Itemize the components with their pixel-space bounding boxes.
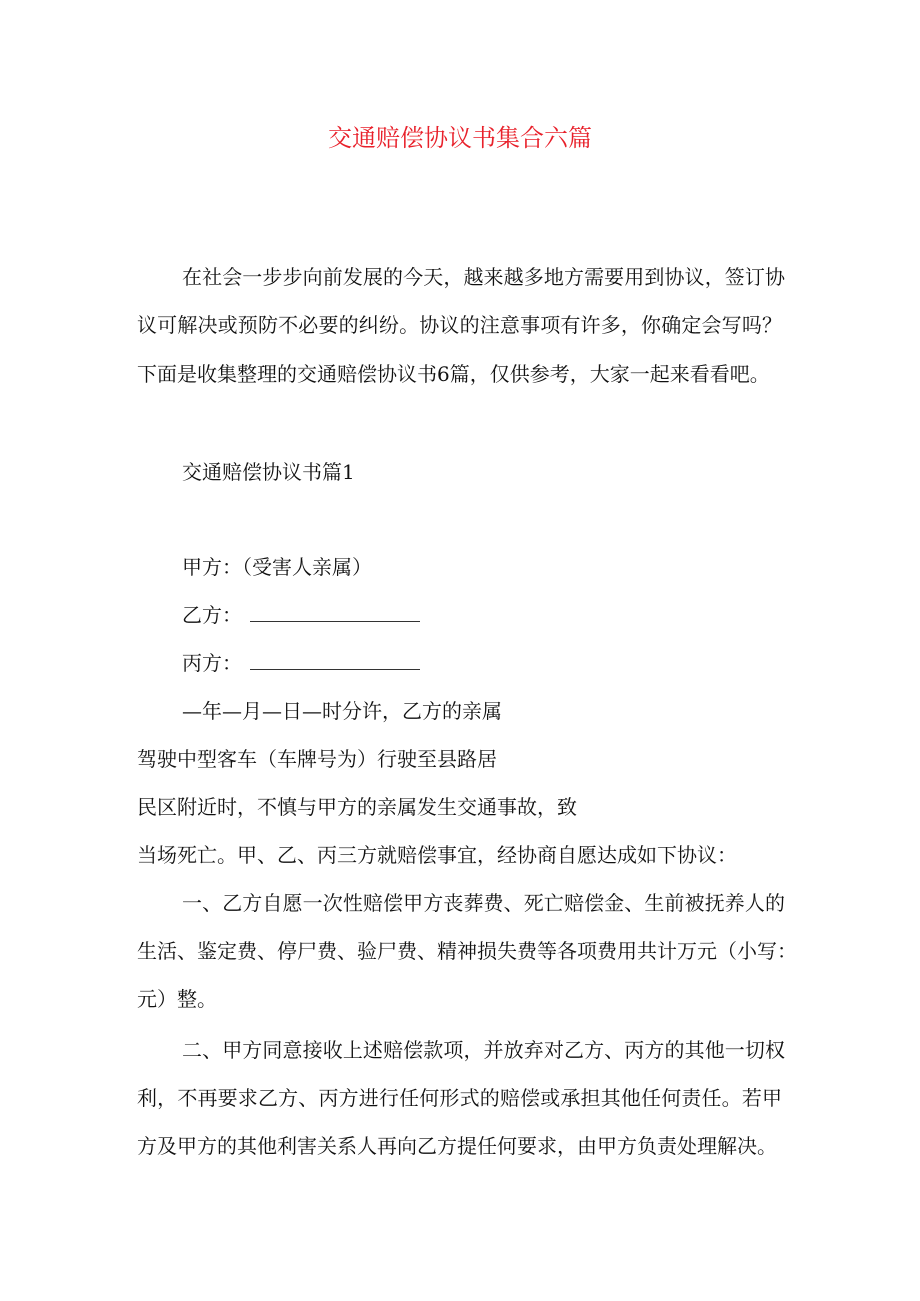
document-title: 交通赔偿协议书集合六篇 <box>328 124 592 152</box>
party-b-line <box>182 601 420 629</box>
clause-2-line-1: 二、甲方同意接收上述赔偿款项，并放弃对乙方、丙方的其他一切权 <box>182 1038 785 1062</box>
party-b-blank <box>250 603 420 622</box>
clause-2-line-3: 方及甲方的其他利害关系人再向乙方提任何要求，由甲方负责处理解决。 <box>137 1134 777 1158</box>
party-c-label: 丙方： <box>182 651 242 675</box>
party-a-line: 甲方：（受害人亲属） <box>182 555 372 579</box>
body-line-2: 驾驶中型客车（车牌号为）行驶至县路居 <box>137 747 497 771</box>
intro-line-1: 在社会一步步向前发展的今天，越来越多地方需要用到协议，签订协 <box>182 265 785 289</box>
body-line-4: 当场死亡。甲、乙、丙三方就赔偿事宜，经协商自愿达成如下协议： <box>137 843 737 867</box>
party-c-line <box>182 649 420 677</box>
party-b-label: 乙方： <box>182 603 242 627</box>
intro-line-2: 议可解决或预防不必要的纠纷。协议的注意事项有许多，你确定会写吗？ <box>137 313 782 337</box>
clause-1-line-3: 元）整。 <box>137 987 217 1011</box>
party-c-blank <box>250 651 420 670</box>
clause-2-line-2: 利，不再要求乙方、丙方进行任何形式的赔偿或承担其他任何责任。若甲 <box>137 1086 782 1110</box>
body-line-3: 民区附近时，不慎与甲方的亲属发生交通事故，致 <box>137 795 577 819</box>
intro-line-3: 下面是收集整理的交通赔偿协议书6篇，仅供参考，大家一起来看看吧。 <box>137 362 770 386</box>
clause-1-line-2: 生活、鉴定费、停尸费、验尸费、精神损失费等各项费用共计万元（小写： <box>137 939 797 963</box>
section-heading: 交通赔偿协议书篇1 <box>182 460 355 484</box>
body-line-1: —年—月—日—时分许，乙方的亲属 <box>182 699 502 723</box>
clause-1-line-1: 一、乙方自愿一次性赔偿甲方丧葬费、死亡赔偿金、生前被抚养人的 <box>182 891 785 915</box>
